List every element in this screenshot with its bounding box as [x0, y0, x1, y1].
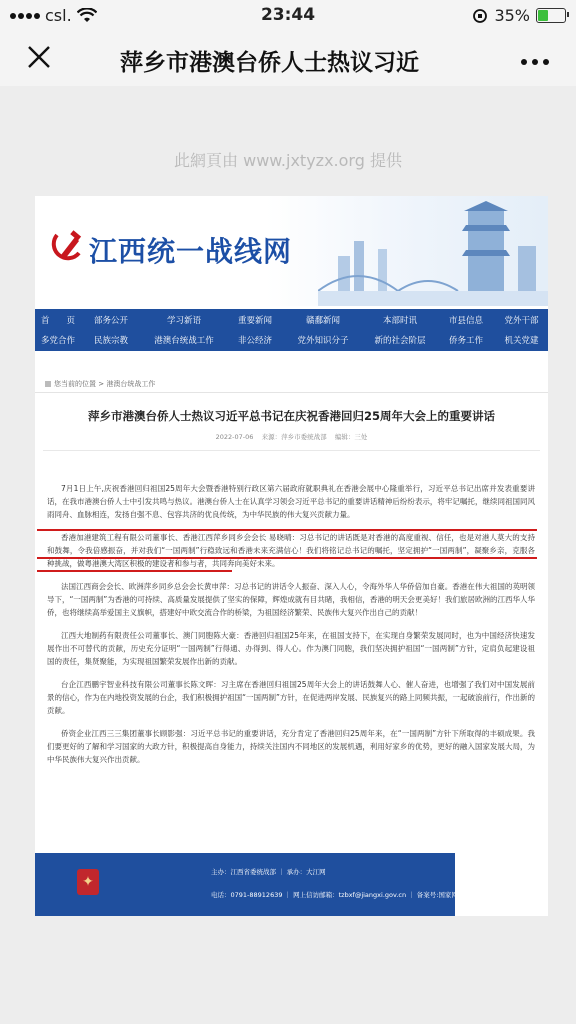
menu-row-1: [35, 311, 548, 331]
page-title: 萍乡市港澳台侨人士热议习近: [120, 44, 465, 77]
menu-item-row1-5[interactable]: 本部时讯: [382, 316, 417, 326]
party-emblem-icon: [49, 229, 85, 265]
article-paragraph: 江西大地制药有限责任公司董事长、澳门同胞陈大豪：香港回归祖国25年来，在祖国支持下，在实现自身繁荣发展同时，也为中国经济快速发展作出不可替代的贡献，历史充分证明“一国两制”行得通、办得到、得人心。作为澳门同胞，我们坚决拥护祖国“一国两制”方针，定肩负起建设祖国的责任，集贤聚能，为实现祖国繁荣发展作出新的贡献。: [47, 631, 535, 666]
wechat-nav-bar: [0, 32, 576, 86]
article-paragraph: 台企江西鹏宇智业科技有限公司董事长陈文晖：习主席在香港回归祖国25周年大会上的讲话鼓舞人心、催人奋进，也增强了我们对中国发展前景的信心，作为在内地投资发展的台企，我们积极拥护祖国“一国两制”方针，在促进两岸发展、民族复兴的路上同频共振，一起破浪前行，作出新的贡献。: [47, 680, 535, 715]
battery-fill: [538, 10, 548, 21]
more-icon[interactable]: [520, 44, 550, 72]
menu-item-row1-3[interactable]: 重要新闻: [237, 316, 272, 326]
menu-item-row2-4[interactable]: 党外知识分子: [297, 336, 349, 346]
menu-item-row1-2[interactable]: 学习新语: [166, 316, 201, 326]
article-date: 2022-07-06: [215, 433, 254, 441]
menu-item-row2-6[interactable]: 侨务工作: [448, 336, 483, 346]
menu-item-row2-0[interactable]: 多党合作: [40, 336, 75, 346]
article-paragraph: 法国江西商会会长、欧洲萍乡同乡总会会长黄申萍：习总书记的讲话令人振奋、深入人心，令海外华人华侨倍加自豪。香港在伟大祖国的英明领导下，“一国两制”为香港的可持续、高质量发展提供了坚实的保障，辉煌成就有目共睹，我相信，香港的明天会更美好！我们旅居欧洲的江西华人华侨，也将继续高举爱国主义旗帜，搭建好中欧交流合作的桥梁，为祖国经济繁荣、民族伟大复兴作出自己的贡献！: [47, 582, 535, 617]
provided-by-notice: 此網頁由 www.jxtyzx.org 提供: [174, 151, 402, 170]
menu-item-row1-6[interactable]: 市县信息: [448, 316, 483, 326]
close-icon[interactable]: [26, 44, 56, 74]
clock: 23:44: [260, 5, 316, 25]
home-icon: [45, 381, 51, 387]
site-banner: [35, 196, 548, 306]
carrier-label: csl.: [45, 6, 72, 25]
menu-item-row1-4[interactable]: 赣鄱新闻: [305, 316, 340, 326]
breadcrumb-label: 您当前的位置: [54, 380, 96, 388]
menu-item-row2-7[interactable]: 机关党建: [504, 336, 539, 346]
skyline-illustration: [318, 201, 548, 306]
footer-organizer: 主办：江西省委统战部 ｜ 承办：大江网: [211, 868, 326, 876]
article-paragraph: 香港加港建筑工程有限公司董事长、香港江西萍乡同乡会会长 易晓晴：习总书记的讲话既是对香港的高度重视、信任，也是对港人莫大的支持和鼓舞，令我倍感振奋，并对我们“一国两制”行稳致远和香港未来充满信心！我们将铭记总书记的嘱托，坚定拥护“一国两制”，凝聚乡亲，克服各种挑战，做粤港澳大湾区积极的建设者和参与者，共同奔向美好未来。: [47, 533, 535, 568]
red-underline: [37, 557, 537, 559]
article-title: 萍乡市港澳台侨人士热议习近平总书记在庆祝香港回归25周年大会上的重要讲话: [88, 409, 495, 423]
status-right: [472, 6, 566, 25]
article-source: 来源：萍乡市委统战部: [261, 433, 327, 441]
menu-item-row1-1[interactable]: 部务公开: [93, 316, 128, 326]
battery-icon: [536, 8, 566, 23]
menu-item-row2-5[interactable]: 新的社会阶层: [374, 336, 426, 346]
article-paragraph: 7月1日上午,庆祝香港回归祖国25周年大会暨香港特别行政区第六届政府就职典礼在香港会展中心隆重举行，习近平总书记出席并发表重要讲话，在我市港澳台侨人士中引发共鸣与热议。港澳台侨人士在认真学习领会习近平总书记的重要讲话精神后纷纷表示，将牢记嘱托，继续同祖国同风雨同舟、血脉相连，发扬自强不息、包容共济的优良传统，为中华民族的伟大复兴贡献力量。: [47, 484, 535, 519]
united-front-logo-icon: ✦: [77, 869, 99, 895]
main-menu: [35, 309, 548, 351]
orientation-lock-icon: [472, 8, 488, 24]
red-underline: [37, 529, 537, 531]
footer-contact: 电话：0791-88912639 ｜ 网上信访邮箱：tzbxf@jiangxi.gov.cn ｜ 备案号:国家网警: [211, 891, 465, 899]
menu-item-row2-3[interactable]: 非公经济: [237, 336, 272, 346]
divider: [35, 392, 548, 393]
menu-item-row2-1[interactable]: 民族宗教: [93, 336, 128, 346]
article-meta: [35, 432, 548, 441]
breadcrumb: 您当前的位置 > 港澳台统战工作: [45, 379, 155, 389]
menu-item-row1-0[interactable]: 首 页: [40, 316, 75, 326]
web-page: [35, 196, 548, 916]
battery-percent: 35%: [494, 6, 530, 25]
menu-row-2: [35, 331, 548, 351]
red-underline: [37, 570, 232, 572]
status-bar: [0, 0, 576, 32]
article-body: [47, 482, 535, 776]
highlighted-paragraph: [47, 531, 535, 570]
menu-item-row2-2[interactable]: 港澳台统战工作: [154, 336, 214, 346]
site-footer: [35, 853, 465, 916]
breadcrumb-section[interactable]: 港澳台统战工作: [106, 380, 156, 388]
divider: [43, 450, 540, 451]
menu-item-row1-7[interactable]: 党外干部: [504, 316, 539, 326]
article-author: 编辑：三处: [334, 433, 368, 441]
site-name: 江西统一战线网: [89, 235, 293, 268]
article-paragraph: 侨资企业江西三三集团董事长顾影强：习近平总书记的重要讲话，充分肯定了香港回归25周年来，在“一国两制”方针下所取得的丰硕成果。我们要更好的了解和学习国家的大政方针，积极提高自身能力，持续关注国内不同地区的发展机遇，利用好家乡的优势，更好的融入国家发展大局，为中华民族伟大复兴作出贡献。: [47, 729, 535, 764]
